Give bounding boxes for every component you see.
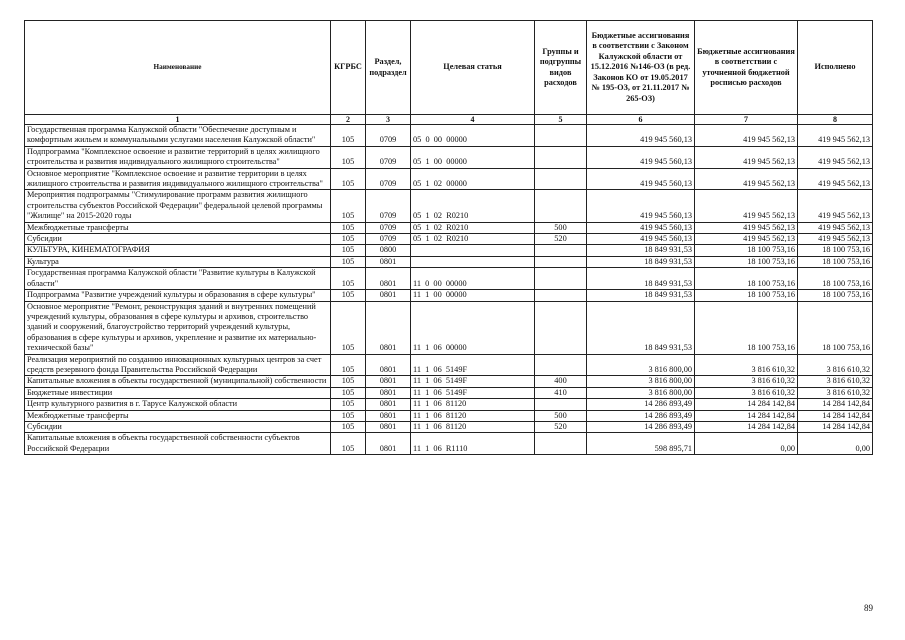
table-row — [25, 222, 873, 233]
row-section: 0801 — [366, 301, 411, 354]
row-target: 05 1 02 R0210 — [411, 222, 535, 233]
row-name: Межбюджетные трансферты — [25, 410, 331, 421]
column-number: 6 — [587, 115, 695, 125]
budget-table — [24, 20, 873, 455]
row-value-col6: 18 849 931,53 — [587, 301, 695, 354]
row-value-col8: 3 816 610,32 — [798, 376, 873, 387]
header-col7: Бюджетные ассигнования в соответствии с уточненной бюджетной росписью расходов — [695, 21, 798, 115]
header-target: Целевая статья — [411, 21, 535, 115]
row-value-col8: 18 100 753,16 — [798, 268, 873, 290]
table-row — [25, 268, 873, 290]
row-target: 11 1 06 5149F — [411, 376, 535, 387]
row-value-col6: 3 816 800,00 — [587, 387, 695, 398]
row-name: Основное мероприятие "Ремонт, реконструкция зданий и внутренних помещений учреждений культуры, образования в сфере культуры и архивов, строительство зданий и сооружений, благоустройство территорий учреждений культуры, образования в сфере культуры и архивов, укрепление и развитие их материально-технической базы" — [25, 301, 331, 354]
row-section: 0709 — [366, 146, 411, 168]
row-target: 11 1 00 00000 — [411, 290, 535, 301]
row-group — [535, 125, 587, 147]
row-section: 0801 — [366, 433, 411, 455]
table-row — [25, 421, 873, 432]
row-value-col8: 0,00 — [798, 433, 873, 455]
row-kgrbs: 105 — [331, 245, 366, 256]
row-section: 0709 — [366, 125, 411, 147]
header-name: Наименование — [25, 21, 331, 115]
row-section: 0709 — [366, 222, 411, 233]
row-kgrbs: 105 — [331, 146, 366, 168]
row-kgrbs: 105 — [331, 222, 366, 233]
row-section: 0801 — [366, 399, 411, 410]
row-value-col7: 18 100 753,16 — [695, 245, 798, 256]
row-value-col8: 14 284 142,84 — [798, 399, 873, 410]
table-row — [25, 125, 873, 147]
row-name: Реализация мероприятий по созданию инновационных культурных центров за счет средств резервного фонда Правительства Российской Федерации — [25, 354, 331, 376]
row-kgrbs: 105 — [331, 190, 366, 222]
row-target: 11 0 00 00000 — [411, 268, 535, 290]
row-kgrbs: 105 — [331, 290, 366, 301]
table-row — [25, 376, 873, 387]
row-value-col8: 419 945 562,13 — [798, 234, 873, 245]
row-value-col6: 18 849 931,53 — [587, 256, 695, 267]
row-section: 0801 — [366, 387, 411, 398]
column-number: 5 — [535, 115, 587, 125]
row-value-col6: 3 816 800,00 — [587, 354, 695, 376]
table-row — [25, 410, 873, 421]
row-value-col7: 419 945 562,13 — [695, 168, 798, 190]
row-value-col7: 14 284 142,84 — [695, 410, 798, 421]
table-row — [25, 433, 873, 455]
row-target: 11 1 06 81120 — [411, 421, 535, 432]
row-name: Государственная программа Калужской области "Обеспечение доступным и комфортным жильем и коммунальными услугами населения Калужской области" — [25, 125, 331, 147]
row-group — [535, 433, 587, 455]
row-kgrbs: 105 — [331, 421, 366, 432]
header-col6: Бюджетные ассигнования в соответствии с Законом Калужской области от 15.12.2016 №146-ОЗ (в ред. Законов КО от 19.05.2017 № 195-ОЗ, от 21.11.2017 № 265-ОЗ) — [587, 21, 695, 115]
row-value-col8: 18 100 753,16 — [798, 245, 873, 256]
table-row — [25, 234, 873, 245]
table-row — [25, 256, 873, 267]
row-name: Субсидии — [25, 234, 331, 245]
row-value-col8: 14 284 142,84 — [798, 421, 873, 432]
row-group — [535, 290, 587, 301]
row-target — [411, 245, 535, 256]
row-value-col6: 419 945 560,13 — [587, 222, 695, 233]
header-col8: Исполнено — [798, 21, 873, 115]
row-value-col8: 18 100 753,16 — [798, 290, 873, 301]
row-group: 500 — [535, 222, 587, 233]
row-value-col7: 3 816 610,32 — [695, 354, 798, 376]
row-value-col7: 419 945 562,13 — [695, 146, 798, 168]
table-row — [25, 190, 873, 222]
row-value-col8: 18 100 753,16 — [798, 256, 873, 267]
row-value-col6: 14 286 893,49 — [587, 399, 695, 410]
row-section: 0801 — [366, 421, 411, 432]
row-group — [535, 301, 587, 354]
row-section: 0709 — [366, 168, 411, 190]
row-target: 11 1 06 81120 — [411, 399, 535, 410]
row-name: Бюджетные инвестиции — [25, 387, 331, 398]
row-kgrbs: 105 — [331, 376, 366, 387]
row-value-col8: 419 945 562,13 — [798, 168, 873, 190]
row-value-col7: 419 945 562,13 — [695, 190, 798, 222]
column-number: 3 — [366, 115, 411, 125]
row-value-col7: 18 100 753,16 — [695, 268, 798, 290]
row-name: Основное мероприятие "Комплексное освоение и развитие территории в целях жилищного строительства и развития индивидуального жилищного строительства" — [25, 168, 331, 190]
row-kgrbs: 105 — [331, 256, 366, 267]
table-row — [25, 387, 873, 398]
row-target: 11 1 06 00000 — [411, 301, 535, 354]
row-value-col7: 3 816 610,32 — [695, 376, 798, 387]
table-row — [25, 168, 873, 190]
header-group: Группы и подгруппы видов расходов — [535, 21, 587, 115]
row-group — [535, 190, 587, 222]
row-kgrbs: 105 — [331, 410, 366, 421]
row-value-col6: 18 849 931,53 — [587, 268, 695, 290]
row-name: Субсидии — [25, 421, 331, 432]
row-target — [411, 256, 535, 267]
row-value-col8: 3 816 610,32 — [798, 387, 873, 398]
row-value-col7: 18 100 753,16 — [695, 301, 798, 354]
row-group — [535, 268, 587, 290]
row-group: 520 — [535, 234, 587, 245]
row-target: 05 0 00 00000 — [411, 125, 535, 147]
row-section: 0709 — [366, 190, 411, 222]
row-section: 0801 — [366, 354, 411, 376]
row-section: 0801 — [366, 376, 411, 387]
row-kgrbs: 105 — [331, 168, 366, 190]
row-group — [535, 168, 587, 190]
row-section: 0801 — [366, 268, 411, 290]
row-value-col6: 419 945 560,13 — [587, 146, 695, 168]
row-value-col7: 18 100 753,16 — [695, 256, 798, 267]
row-target: 05 1 02 R0210 — [411, 234, 535, 245]
row-kgrbs: 105 — [331, 301, 366, 354]
table-body — [25, 125, 873, 455]
row-kgrbs: 105 — [331, 354, 366, 376]
row-value-col6: 14 286 893,49 — [587, 421, 695, 432]
column-number: 1 — [25, 115, 331, 125]
row-section: 0709 — [366, 234, 411, 245]
row-target: 11 1 06 5149F — [411, 354, 535, 376]
table-row — [25, 245, 873, 256]
row-value-col7: 14 284 142,84 — [695, 399, 798, 410]
header-kgrbs: КГРБС — [331, 21, 366, 115]
row-value-col7: 419 945 562,13 — [695, 222, 798, 233]
row-name: Подпрограмма "Развитие учреждений культуры и образования в сфере культуры" — [25, 290, 331, 301]
row-value-col6: 419 945 560,13 — [587, 168, 695, 190]
row-kgrbs: 105 — [331, 234, 366, 245]
row-target: 11 1 06 81120 — [411, 410, 535, 421]
row-value-col8: 18 100 753,16 — [798, 301, 873, 354]
row-section: 0800 — [366, 245, 411, 256]
row-value-col7: 3 816 610,32 — [695, 387, 798, 398]
row-name: КУЛЬТУРА, КИНЕМАТОГРАФИЯ — [25, 245, 331, 256]
column-number: 8 — [798, 115, 873, 125]
row-target: 05 1 00 00000 — [411, 146, 535, 168]
row-value-col6: 3 816 800,00 — [587, 376, 695, 387]
row-value-col6: 419 945 560,13 — [587, 125, 695, 147]
row-target: 05 1 02 00000 — [411, 168, 535, 190]
row-value-col6: 419 945 560,13 — [587, 190, 695, 222]
row-name: Государственная программа Калужской области "Развитие культуры в Калужской области" — [25, 268, 331, 290]
row-kgrbs: 105 — [331, 268, 366, 290]
row-section: 0801 — [366, 410, 411, 421]
row-group: 520 — [535, 421, 587, 432]
row-group: 400 — [535, 376, 587, 387]
row-name: Культура — [25, 256, 331, 267]
table-row — [25, 354, 873, 376]
row-value-col8: 14 284 142,84 — [798, 410, 873, 421]
row-group — [535, 354, 587, 376]
row-group: 500 — [535, 410, 587, 421]
column-number: 4 — [411, 115, 535, 125]
row-name: Центр культурного развития в г. Тарусе Калужской области — [25, 399, 331, 410]
row-target: 11 1 06 R1110 — [411, 433, 535, 455]
row-value-col7: 18 100 753,16 — [695, 290, 798, 301]
table-header — [25, 21, 873, 115]
row-group: 410 — [535, 387, 587, 398]
row-value-col8: 419 945 562,13 — [798, 222, 873, 233]
row-target: 11 1 06 5149F — [411, 387, 535, 398]
row-value-col8: 419 945 562,13 — [798, 190, 873, 222]
row-value-col7: 0,00 — [695, 433, 798, 455]
row-kgrbs: 105 — [331, 125, 366, 147]
row-value-col6: 18 849 931,53 — [587, 245, 695, 256]
table-row — [25, 290, 873, 301]
row-kgrbs: 105 — [331, 387, 366, 398]
row-section: 0801 — [366, 256, 411, 267]
row-group — [535, 256, 587, 267]
header-section: Раздел, подраздел — [366, 21, 411, 115]
row-section: 0801 — [366, 290, 411, 301]
table-row — [25, 301, 873, 354]
row-kgrbs: 105 — [331, 433, 366, 455]
column-number: 7 — [695, 115, 798, 125]
row-group — [535, 245, 587, 256]
table-row — [25, 146, 873, 168]
row-value-col8: 419 945 562,13 — [798, 146, 873, 168]
row-value-col8: 419 945 562,13 — [798, 125, 873, 147]
row-value-col7: 419 945 562,13 — [695, 234, 798, 245]
page-number: 89 — [864, 603, 873, 613]
row-group — [535, 399, 587, 410]
table-row — [25, 399, 873, 410]
row-value-col6: 598 895,71 — [587, 433, 695, 455]
row-name: Подпрограмма "Комплексное освоение и развитие территорий в целях жилищного строительства и развития индивидуального жилищного строительства" — [25, 146, 331, 168]
row-value-col6: 14 286 893,49 — [587, 410, 695, 421]
row-group — [535, 146, 587, 168]
column-number-row — [25, 115, 873, 125]
row-name: Капитальные вложения в объекты государственной (муниципальной) собственности — [25, 376, 331, 387]
row-value-col7: 14 284 142,84 — [695, 421, 798, 432]
row-kgrbs: 105 — [331, 399, 366, 410]
row-value-col8: 3 816 610,32 — [798, 354, 873, 376]
row-name: Капитальные вложения в объекты государственной собственности субъектов Российской Федерации — [25, 433, 331, 455]
row-name: Мероприятия подпрограммы "Стимулирование программ развития жилищного строительства субъектов Российской Федерации" федеральной целевой программы "Жилище" на 2015-2020 годы — [25, 190, 331, 222]
row-value-col6: 18 849 931,53 — [587, 290, 695, 301]
row-value-col6: 419 945 560,13 — [587, 234, 695, 245]
row-target: 05 1 02 R0210 — [411, 190, 535, 222]
row-value-col7: 419 945 562,13 — [695, 125, 798, 147]
row-name: Межбюджетные трансферты — [25, 222, 331, 233]
column-number: 2 — [331, 115, 366, 125]
